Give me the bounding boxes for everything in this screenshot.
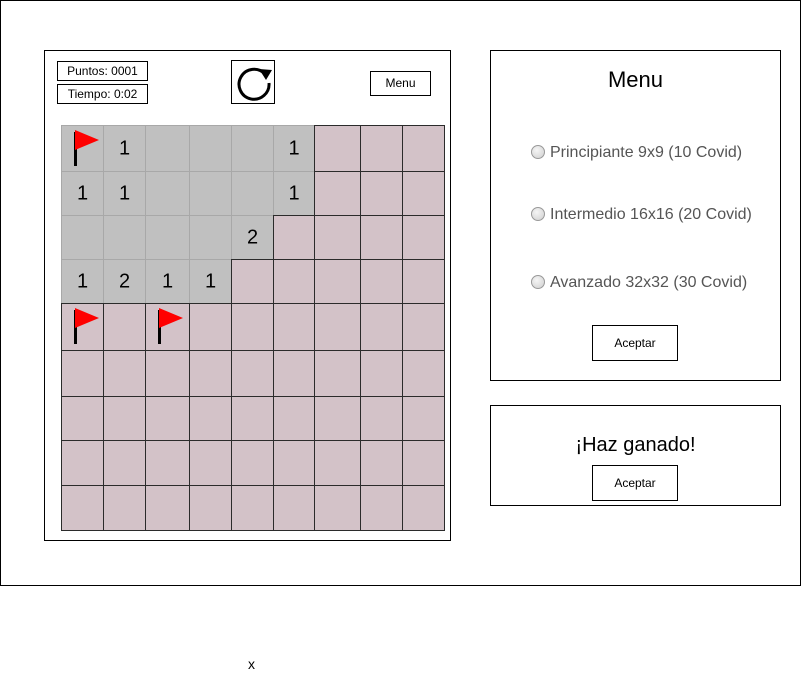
board-cell[interactable] (61, 350, 104, 397)
board-cell[interactable] (402, 440, 445, 486)
board-cell[interactable] (231, 125, 274, 172)
board-cell[interactable] (273, 259, 315, 304)
board-cell[interactable] (360, 485, 403, 531)
board-cell[interactable] (314, 171, 361, 216)
board-cell[interactable] (360, 259, 403, 304)
board-cell[interactable] (61, 303, 104, 351)
time-counter: Tiempo: 0:02 (57, 84, 148, 104)
cell-number: 1 (288, 182, 300, 204)
board-cell[interactable] (360, 396, 403, 441)
difficulty-option-label: Avanzado 32x32 (30 Covid) (550, 274, 748, 291)
board-cell[interactable] (189, 171, 232, 216)
board-cell[interactable] (273, 350, 315, 397)
board-cell[interactable] (61, 215, 104, 260)
board-cell[interactable] (103, 215, 146, 260)
difficulty-option-label: Intermedio 16x16 (20 Covid) (550, 206, 752, 223)
board-cell[interactable] (360, 125, 403, 172)
difficulty-option-advanced[interactable] (531, 274, 747, 296)
reset-button[interactable] (231, 60, 275, 104)
board-cell[interactable] (189, 303, 232, 351)
board-cell[interactable] (103, 171, 146, 216)
board-cell[interactable] (103, 396, 146, 441)
win-accept-button[interactable]: Aceptar (592, 465, 678, 501)
board-cell[interactable] (314, 259, 361, 304)
board-cell[interactable] (314, 215, 361, 260)
board-cell[interactable] (189, 485, 232, 531)
board-cell[interactable] (360, 440, 403, 486)
board-cell[interactable] (103, 303, 146, 351)
board-cell[interactable] (231, 215, 274, 260)
board-cell[interactable] (145, 440, 190, 486)
board-cell[interactable] (103, 350, 146, 397)
difficulty-option-label: Principiante 9x9 (10 Covid) (550, 144, 743, 161)
radio-button[interactable] (531, 145, 545, 159)
board-cell[interactable] (103, 485, 146, 531)
cell-number: 1 (76, 270, 89, 292)
board-cell[interactable] (145, 396, 190, 441)
board-cell[interactable] (189, 440, 232, 486)
board-cell[interactable] (231, 171, 274, 216)
cell-number: 2 (118, 270, 131, 292)
board-cell[interactable] (402, 125, 445, 172)
menu-accept-button[interactable]: Aceptar (592, 325, 678, 361)
board-cell[interactable] (61, 485, 104, 531)
board-cell[interactable] (61, 440, 104, 486)
board-cell[interactable] (145, 259, 190, 304)
board-cell[interactable] (360, 171, 403, 216)
cell-number: 1 (204, 270, 217, 292)
board-cell[interactable] (189, 259, 232, 304)
board-cell[interactable] (314, 396, 361, 441)
board-cell[interactable] (189, 350, 232, 397)
cell-number: 2 (246, 226, 259, 248)
board-cell[interactable] (402, 259, 445, 304)
board-cell[interactable] (61, 171, 104, 216)
footer-mark: x (248, 656, 255, 672)
board-cell[interactable] (61, 259, 104, 304)
board-cell[interactable] (189, 125, 232, 172)
difficulty-option-beginner[interactable] (531, 144, 742, 166)
radio-button[interactable] (531, 207, 545, 221)
board-cell[interactable] (189, 215, 232, 260)
board-cell[interactable] (273, 396, 315, 441)
cell-number: 1 (288, 137, 300, 159)
cell-number: 1 (118, 182, 131, 204)
board-cell[interactable] (103, 259, 146, 304)
board-cell[interactable] (61, 396, 104, 441)
score-counter: Puntos: 0001 (57, 61, 148, 81)
board-cell[interactable] (273, 303, 315, 351)
board-cell[interactable] (314, 350, 361, 397)
board-cell[interactable] (231, 350, 274, 397)
board-cell[interactable] (145, 303, 190, 351)
board-cell[interactable] (273, 125, 315, 172)
radio-button[interactable] (531, 275, 545, 289)
board-cell[interactable] (145, 485, 190, 531)
board-cell[interactable] (103, 440, 146, 486)
board-cell[interactable] (61, 125, 104, 172)
board-cell[interactable] (231, 485, 274, 531)
board-cell[interactable] (402, 215, 445, 260)
board-cell[interactable] (273, 171, 315, 216)
board-cell[interactable] (314, 125, 361, 172)
board-cell[interactable] (402, 350, 445, 397)
refresh-icon (235, 64, 273, 102)
board-cell[interactable] (231, 396, 274, 441)
menu-title: Menu (607, 67, 664, 92)
board-cell[interactable] (273, 215, 315, 260)
board-cell[interactable] (360, 350, 403, 397)
flag-icon (72, 306, 100, 344)
board-cell[interactable] (314, 485, 361, 531)
menu-button[interactable]: Menu (370, 71, 431, 96)
board-cell[interactable] (273, 485, 315, 531)
board-cell[interactable] (314, 440, 361, 486)
cell-number: 1 (76, 182, 89, 204)
board-cell[interactable] (273, 440, 315, 486)
board-cell[interactable] (231, 440, 274, 486)
board-cell[interactable] (402, 303, 445, 351)
board-cell[interactable] (231, 259, 274, 304)
board-cell[interactable] (360, 303, 403, 351)
cell-number: 1 (161, 270, 174, 292)
win-message: ¡Haz ganado! (575, 434, 696, 456)
flag-icon (156, 306, 184, 344)
board-cell[interactable] (189, 396, 232, 441)
board-cell[interactable] (145, 350, 190, 397)
board-cell[interactable] (231, 303, 274, 351)
board-cell[interactable] (145, 215, 190, 260)
board-cell[interactable] (402, 396, 445, 441)
difficulty-option-intermediate[interactable] (531, 206, 752, 228)
board-cell[interactable] (145, 125, 190, 172)
board-cell[interactable] (402, 485, 445, 531)
board-cell[interactable] (402, 171, 445, 216)
board-cell[interactable] (145, 171, 190, 216)
flag-icon (72, 128, 100, 166)
board-cell[interactable] (103, 125, 146, 172)
cell-number: 1 (118, 137, 131, 159)
minefield-board (61, 125, 444, 530)
board-cell[interactable] (360, 215, 403, 260)
board-cell[interactable] (314, 303, 361, 351)
